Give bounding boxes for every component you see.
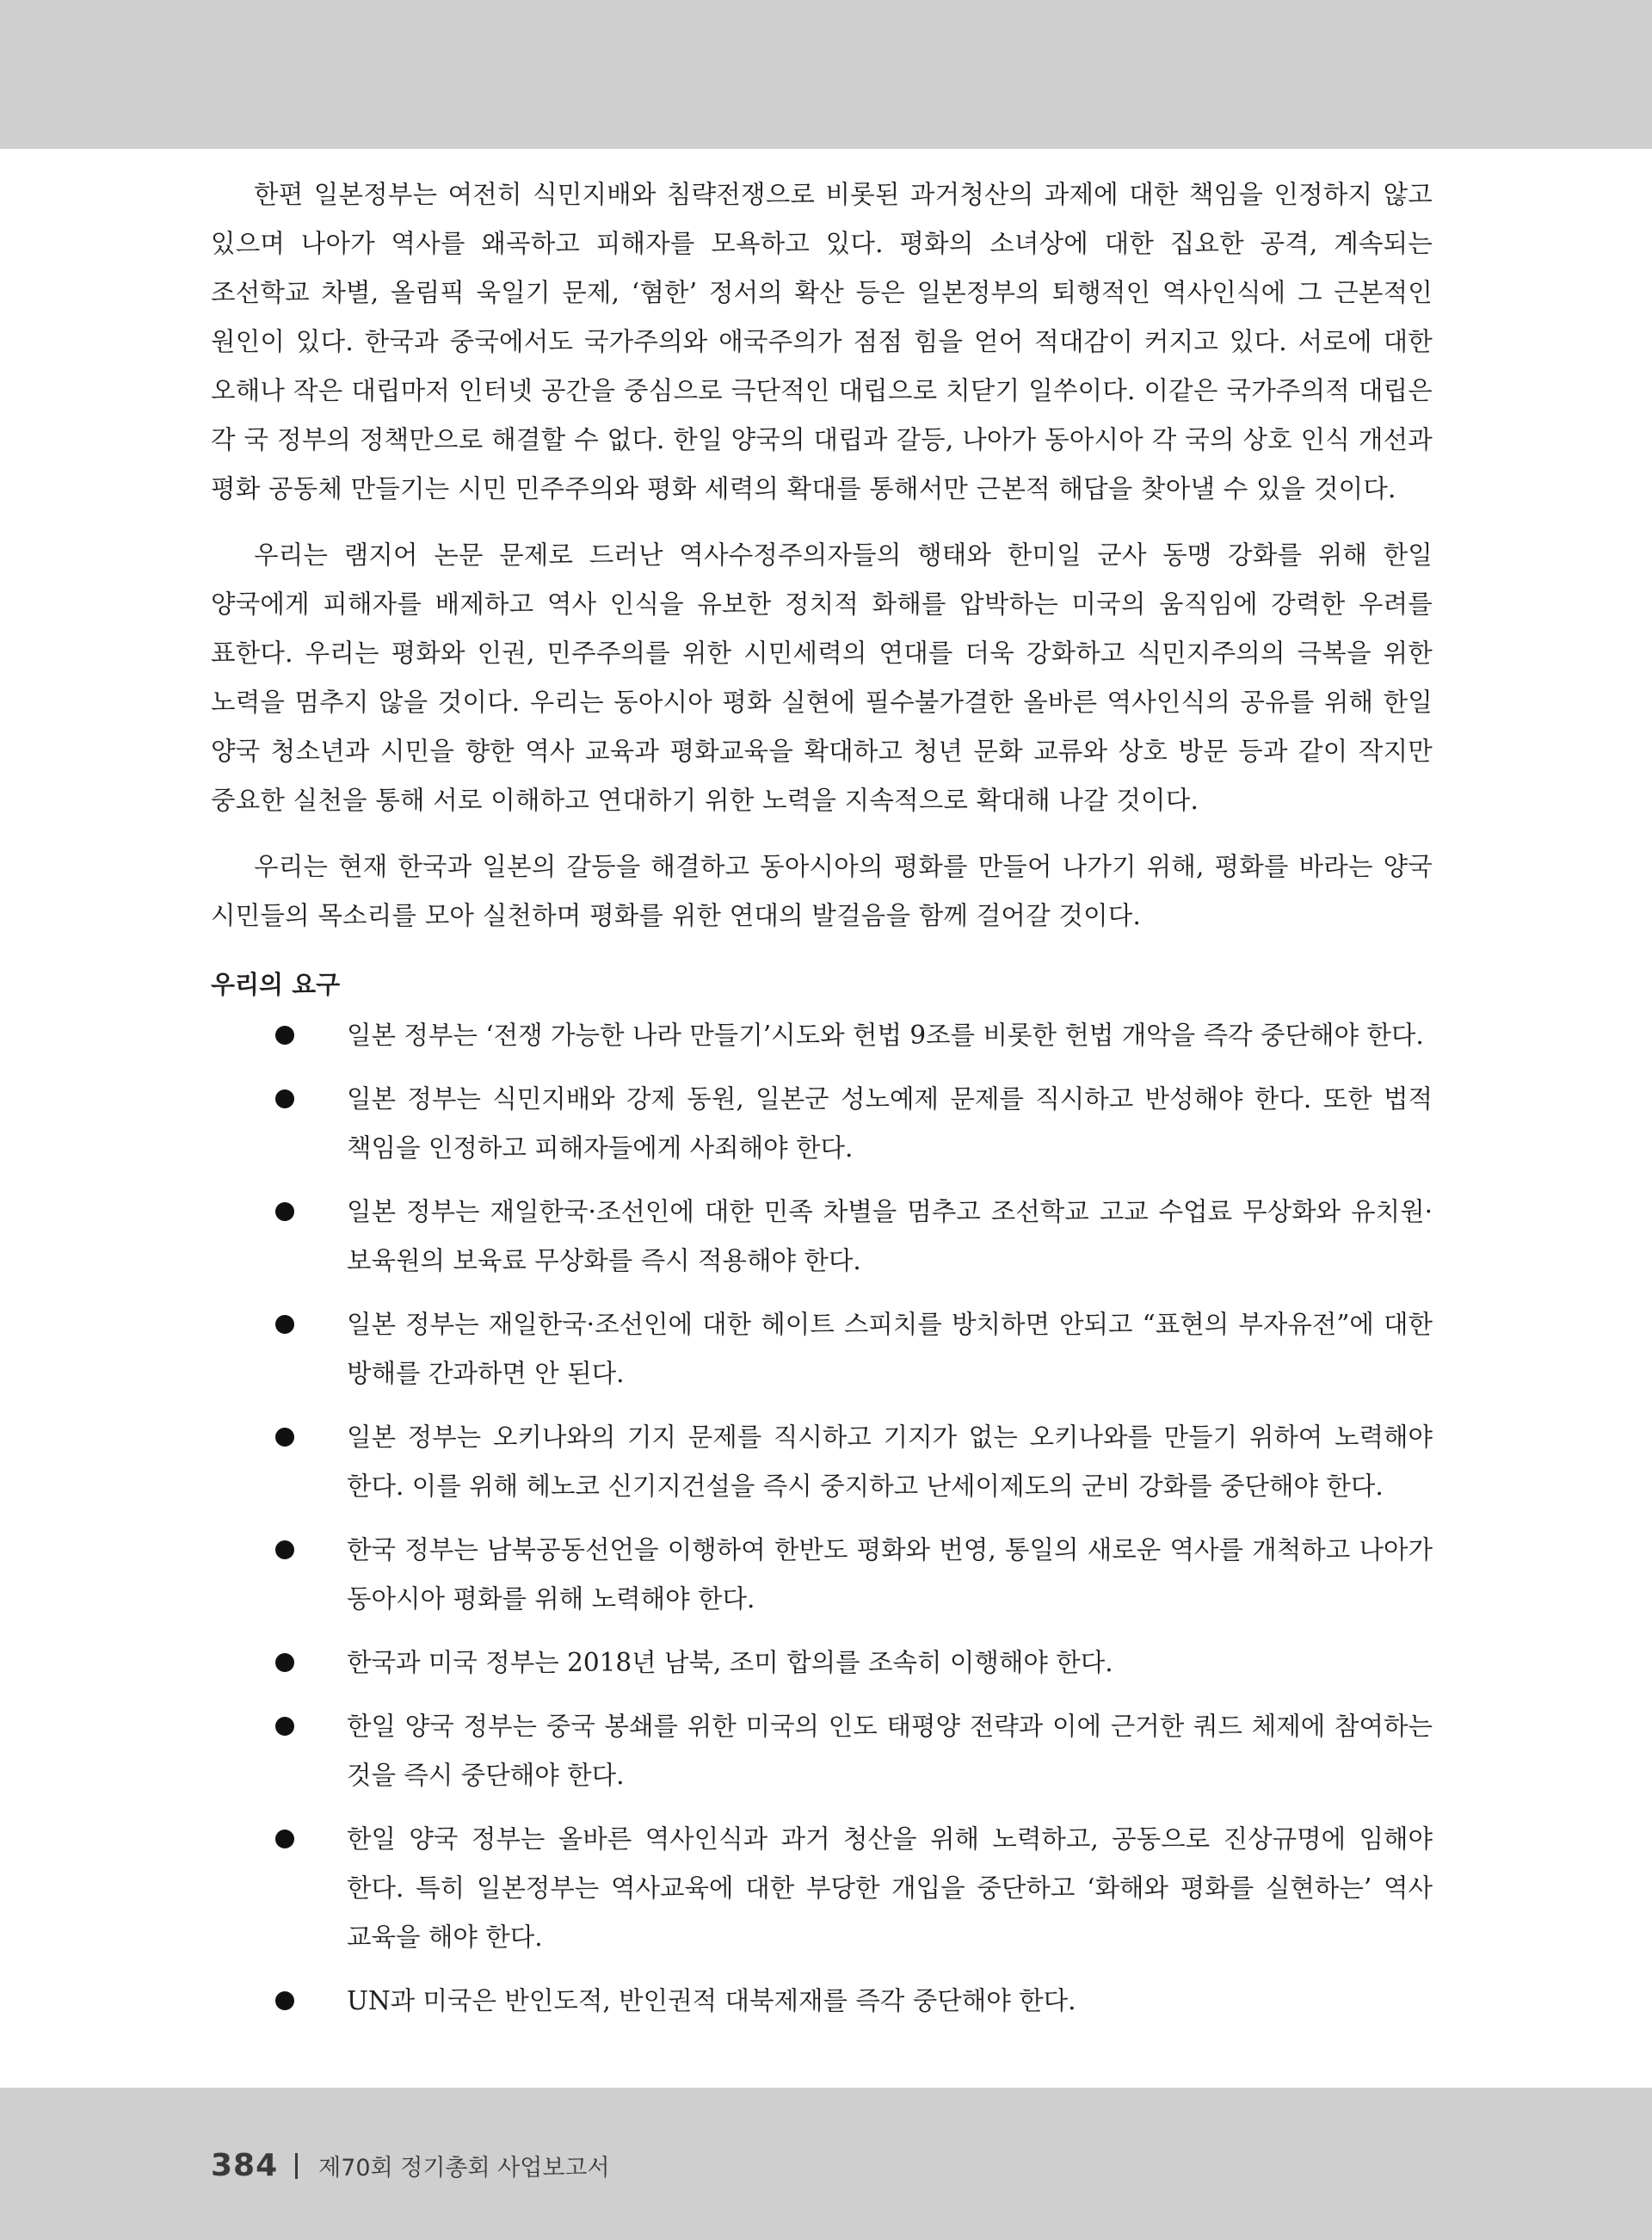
list-item: [275, 1815, 1433, 1962]
demand-text: 한국 정부는 남북공동선언을 이행하여 한반도 평화와 번영, 통일의 새로운 역사를 개척하고 나아가 동아시아 평화를 위해 노력해야 한다.: [347, 1535, 1433, 1614]
bullet-icon: [275, 1717, 294, 1736]
bullet-icon: [275, 1830, 294, 1848]
demand-text: 일본 정부는 식민지배와 강제 동원, 일본군 성노예제 문제를 직시하고 반성해야 한다. 또한 법적 책임을 인정하고 피해자들에게 사죄해야 한다.: [347, 1084, 1433, 1163]
paragraph: 한편 일본정부는 여전히 식민지배와 침략전쟁으로 비롯된 과거청산의 과제에 대한 책임을 인정하지 않고 있으며 나아가 역사를 왜곡하고 피해자를 모욕하고 있다. 평화의 소녀상에 대한 집요한 공격, 계속되는 조선학교 차별, 올림픽 욱일기 문제, ‘혐한’ 정서의 확산 등은 일본정부의 퇴행적인 역사인식에 그 근본적인 원인이 있다. 한국과 중국에서도 국가주의와 애국주의가 점점 힘을 얻어 적대감이 커지고 있다. 서로에 대한 오해나 작은 대립마저 인터넷 공간을 중심으로 극단적인 대립으로 치닫기 일쑤이다. 이같은 국가주의적 대립은 각 국 정부의 정책만으로 해결할 수 없다. 한일 양국의 대립과 갈등, 나아가 동아시아 각 국의 상호 인식 개선과 평화 공동체 만들기는 시민 민주주의와 평화 세력의 확대를 통해서만 근본적 해답을 찾아낼 수 있을 것이다.: [211, 180, 1433, 503]
demand-text: 한일 양국 정부는 올바른 역사인식과 과거 청산을 위해 노력하고, 공동으로 진상규명에 임해야 한다. 특히 일본정부는 역사교육에 대한 부당한 개입을 중단하고 ‘화해와 평화를 실현하는’ 역사 교육을 해야 한다.: [347, 1824, 1433, 1952]
footer-divider: [295, 2153, 298, 2179]
demand-text: 일본 정부는 ‘전쟁 가능한 나라 만들기’시도와 헌법 9조를 비롯한 헌법 개악을 즉각 중단해야 한다.: [347, 1021, 1424, 1050]
list-item: [275, 1977, 1433, 2026]
bullet-icon: [275, 1202, 294, 1221]
list-item: [275, 1011, 1433, 1060]
list-item: [275, 1300, 1433, 1398]
demand-list: [275, 1011, 1433, 2040]
bullet-icon: [275, 1428, 294, 1447]
bullet-icon: [275, 1653, 294, 1672]
list-item: [275, 1638, 1433, 1688]
list-item: [275, 1526, 1433, 1624]
bullet-icon: [275, 1991, 294, 2010]
header-band: [0, 0, 1652, 149]
bullet-icon: [275, 1026, 294, 1045]
list-item: [275, 1413, 1433, 1511]
list-item: [275, 1702, 1433, 1800]
body-text: [211, 170, 1433, 958]
page-footer: [211, 2148, 610, 2183]
demand-text: 한국과 미국 정부는 2018년 남북, 조미 합의를 조속히 이행해야 한다.: [347, 1648, 1113, 1677]
report-title: 제70회 정기총회 사업보고서: [318, 2155, 610, 2181]
bullet-icon: [275, 1315, 294, 1334]
demand-text: 일본 정부는 오키나와의 기지 문제를 직시하고 기지가 없는 오키나와를 만들기 위하여 노력해야 한다. 이를 위해 헤노코 신기지건설을 즉시 중지하고 난세이제도의 군비 강화를 중단해야 한다.: [347, 1422, 1433, 1501]
list-item: [275, 1075, 1433, 1173]
page-number: 384: [211, 2148, 279, 2183]
bullet-icon: [275, 1089, 294, 1108]
list-item: [275, 1188, 1433, 1286]
demand-text: 한일 양국 정부는 중국 봉쇄를 위한 미국의 인도 태평양 전략과 이에 근거한 쿼드 체제에 참여하는 것을 즉시 중단해야 한다.: [347, 1712, 1433, 1790]
demand-text: UN과 미국은 반인도적, 반인권적 대북제재를 즉각 중단해야 한다.: [347, 1986, 1076, 2015]
section-title: 우리의 요구: [211, 970, 341, 999]
demand-text: 일본 정부는 재일한국·조선인에 대한 민족 차별을 멈추고 조선학교 고교 수업료 무상화와 유치원·보육원의 보육료 무상화를 즉시 적용해야 한다.: [347, 1197, 1433, 1275]
paragraph: 우리는 현재 한국과 일본의 갈등을 해결하고 동아시아의 평화를 만들어 나가기 위해, 평화를 바라는 양국 시민들의 목소리를 모아 실천하며 평화를 위한 연대의 발걸음을 함께 걸어갈 것이다.: [211, 852, 1433, 930]
bullet-icon: [275, 1540, 294, 1559]
paragraph: 우리는 램지어 논문 문제로 드러난 역사수정주의자들의 행태와 한미일 군사 동맹 강화를 위해 한일 양국에게 피해자를 배제하고 역사 인식을 유보한 정치적 화해를 압박하는 미국의 움직임에 강력한 우려를 표한다. 우리는 평화와 인권, 민주주의를 위한 시민세력의 연대를 더욱 강화하고 식민지주의의 극복을 위한 노력을 멈추지 않을 것이다. 우리는 동아시아 평화 실현에 필수불가결한 올바른 역사인식의 공유를 위해 한일 양국 청소년과 시민을 향한 역사 교육과 평화교육을 확대하고 청년 문화 교류와 상호 방문 등과 같이 작지만 중요한 실천을 통해 서로 이해하고 연대하기 위한 노력을 지속적으로 확대해 나갈 것이다.: [211, 540, 1433, 815]
demand-text: 일본 정부는 재일한국·조선인에 대한 헤이트 스피치를 방치하면 안되고 “표현의 부자유전”에 대한 방해를 간과하면 안 된다.: [347, 1310, 1433, 1388]
